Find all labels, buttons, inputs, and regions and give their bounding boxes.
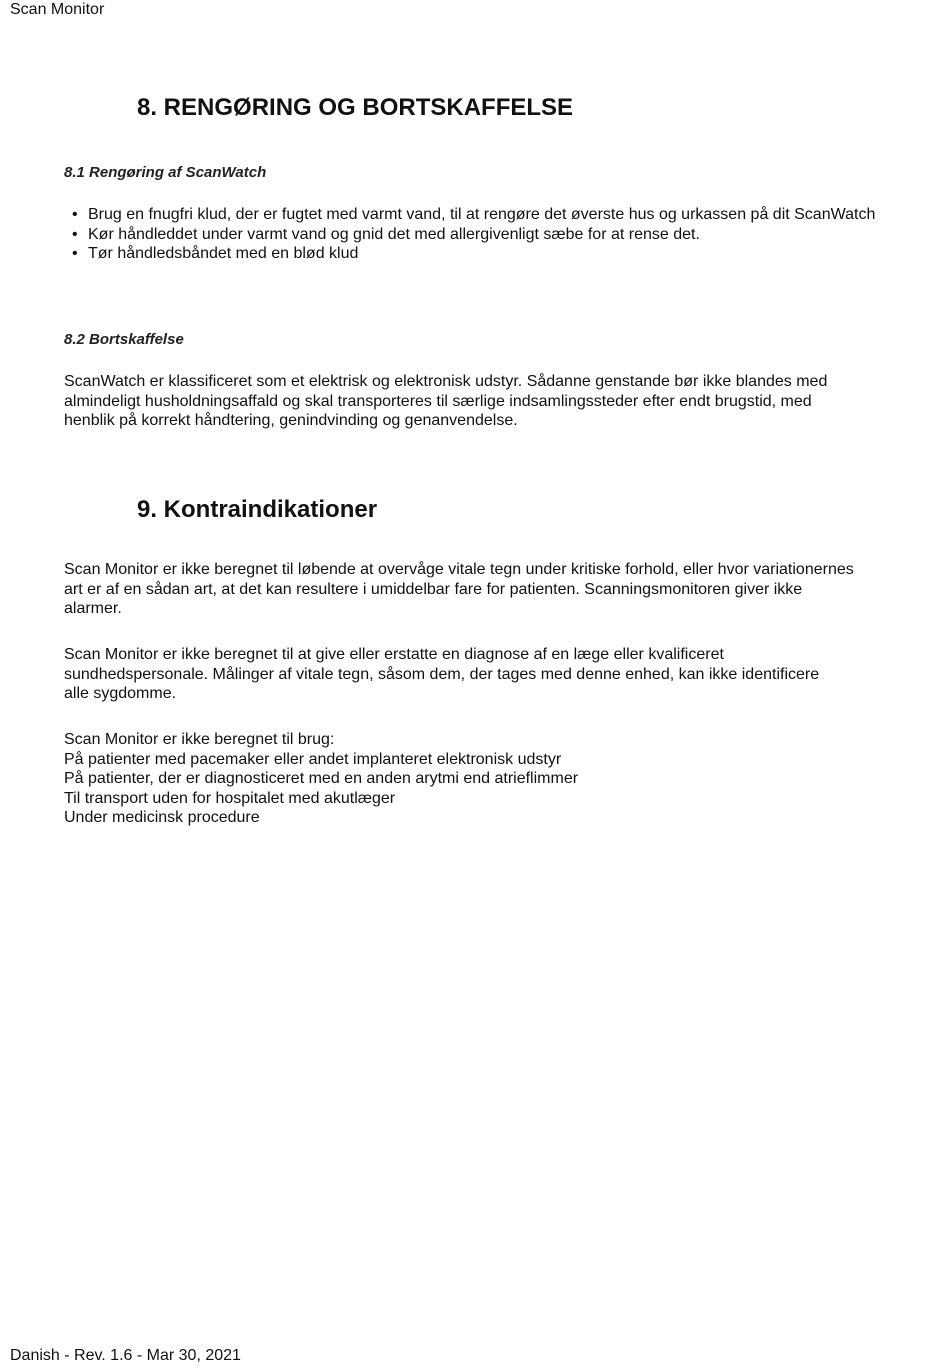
list-item: På patienter, der er diagnosticeret med en anden arytmi end atrieflimmer	[64, 770, 579, 787]
section-9-heading: 9. Kontraindikationer	[137, 496, 378, 523]
list-item	[64, 205, 914, 225]
bullet-text: Tør håndledsbåndet med en blød klud	[88, 245, 359, 262]
list-item	[64, 225, 914, 245]
list-item: På patienter med pacemaker eller andet implanteret elektronisk udstyr	[64, 750, 562, 768]
list-item	[64, 244, 914, 264]
list-intro: Scan Monitor er ikke beregnet til brug:	[64, 731, 335, 748]
bullet-icon: •	[72, 206, 78, 223]
bullet-icon: •	[72, 225, 78, 243]
list-item: Til transport uden for hospitalet med akutlæger	[64, 789, 396, 807]
contraindication-paragraph-2: Scan Monitor er ikke beregnet til at give eller erstatte en diagnose af en læge eller kvalificeret sundhedspersonale. Målinger af vitale tegn, såsom dem, der tages med denne enhed, kan ikke identificere alle sygdomme.	[64, 646, 820, 702]
cleaning-bullet-list	[64, 205, 914, 264]
section-8-heading: 8. RENGØRING OG BORTSKAFFELSE	[137, 94, 574, 121]
bullet-text: Kør håndleddet under varmt vand og gnid det med allergivenligt sæbe for at rense det.	[88, 225, 700, 243]
bullet-icon: •	[72, 245, 78, 262]
document-footer: Danish - Rev. 1.6 - Mar 30, 2021	[10, 1347, 241, 1364]
section-8-2-subheading: 8.2 Bortskaffelse	[64, 331, 184, 348]
list-item: Under medicinsk procedure	[64, 809, 260, 826]
document-header-title: Scan Monitor	[10, 1, 105, 18]
bullet-text: Brug en fnugfri klud, der er fugtet med varmt vand, til at rengøre det øverste hus og urkassen på dit ScanWatch	[88, 206, 876, 223]
disposal-paragraph: ScanWatch er klassificeret som et elektrisk og elektronisk udstyr. Sådanne genstande bør ikke blandes med almindeligt husholdningsaffald og skal transporteres til særlige indsamlingssteder efter endt brugstid, med henblik på korrekt håndtering, genindvinding og genanvendelse.	[64, 373, 828, 429]
contraindication-paragraph-1: Scan Monitor er ikke beregnet til løbende at overvåge vitale tegn under kritiske forhold, eller hvor variationernes art er af en sådan art, at det kan resultere i umiddelbar fare for patienten. Scanningsmonitoren giver ikke alarmer.	[64, 561, 854, 617]
section-8-1-subheading: 8.1 Rengøring af ScanWatch	[64, 164, 267, 181]
not-intended-use-list	[64, 730, 884, 828]
